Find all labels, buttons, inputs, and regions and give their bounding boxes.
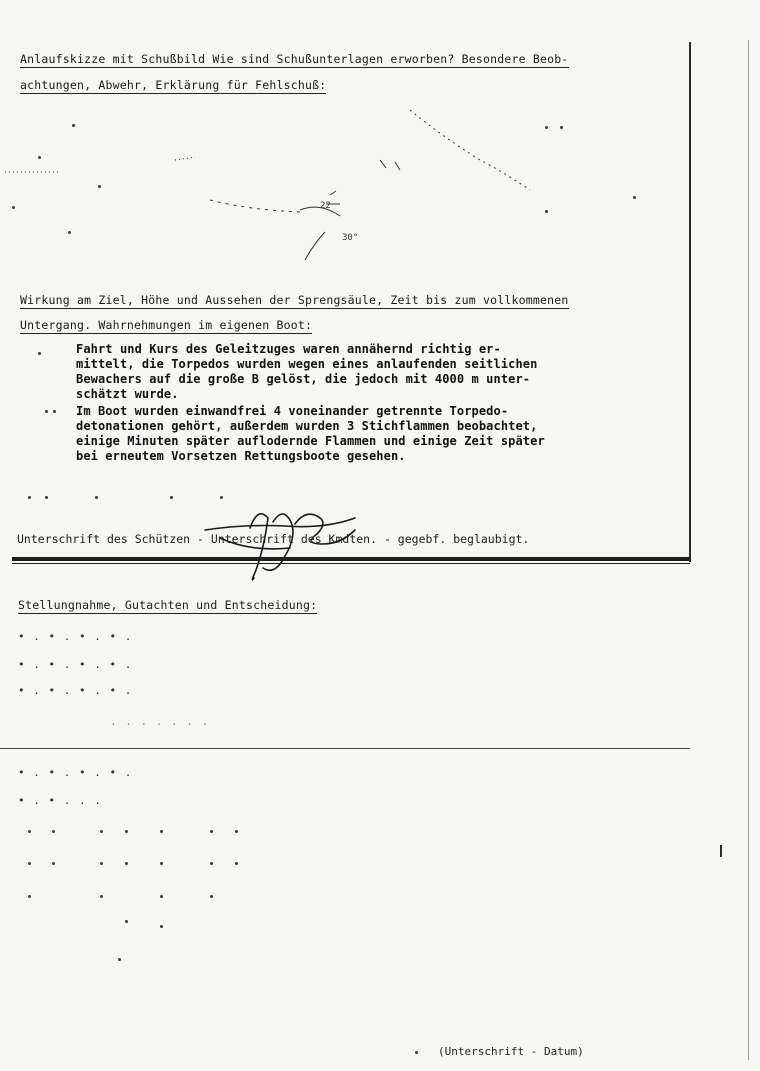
signature-caption: Unterschrift des Schützen - Unterschrift des Kmdten. - gegebf. beglaubigt. [17, 532, 530, 546]
attack-sketch [0, 100, 760, 300]
faint-form-marks: . . . . . . . [110, 715, 210, 728]
paragraph-line: Im Boot wurden einwandfrei 4 voneinander getrennte Torpedo- [76, 404, 509, 418]
paragraph-line: mittelt, die Torpedos wurden wegen eines anlaufenden seitlichen [76, 357, 538, 371]
handwritten-signature [195, 498, 375, 588]
sketch-mark [72, 124, 75, 127]
form-dot [125, 862, 128, 865]
margin-mark [53, 410, 56, 413]
form-dot [100, 895, 103, 898]
paragraph-line: Bewachers auf die große B gelöst, die jedoch mit 4000 m unter- [76, 372, 531, 386]
section-3-heading: Stellungnahme, Gutachten und Entscheidung: [18, 598, 318, 612]
form-dot [100, 830, 103, 833]
section-2-heading-line-1: Wirkung am Ziel, Höhe und Aussehen der Sprengsäule, Zeit bis zum vollkommenen [20, 293, 569, 307]
margin-mark [95, 496, 98, 499]
svg-text:22: 22 [320, 201, 331, 211]
margin-tick [720, 845, 722, 857]
faint-form-marks: • . • . • . • . [18, 630, 133, 643]
paragraph-line: detonationen gehört, außerdem wurden 3 Stichflammen beobachtet, [76, 419, 538, 433]
footer-mark [415, 1051, 418, 1054]
form-dot [160, 862, 163, 865]
margin-mark [45, 496, 48, 499]
form-dot [125, 830, 128, 833]
margin-mark [45, 410, 48, 413]
form-dot [100, 862, 103, 865]
form-dot [28, 895, 31, 898]
sketch-mark [38, 156, 41, 159]
signature-date-caption: (Unterschrift - Datum) [438, 1045, 584, 1058]
form-dot [28, 862, 31, 865]
section-1-heading-line-1: Anlaufskizze mit Schußbild Wie sind Schußunterlagen erworben? Besondere Beob- [20, 52, 569, 66]
form-dot [160, 830, 163, 833]
svg-text:30°: 30° [342, 233, 359, 243]
section-divider-thin [12, 563, 690, 564]
sketch-mark [545, 126, 548, 129]
sketch-mark [633, 196, 636, 199]
form-dot [52, 830, 55, 833]
sketch-mark [545, 210, 548, 213]
form-dot [235, 830, 238, 833]
margin-mark [170, 496, 173, 499]
section-divider-lower [0, 748, 690, 749]
form-dot [125, 920, 128, 923]
paragraph-line: Fahrt und Kurs des Geleitzuges waren annähernd richtig er- [76, 342, 501, 356]
faint-form-marks: • . • . • . • . [18, 766, 133, 779]
section-1-heading-line-2: achtungen, Abwehr, Erklärung für Fehlschuß: [20, 78, 327, 92]
form-dot [28, 830, 31, 833]
form-dot [210, 862, 213, 865]
form-dot [210, 895, 213, 898]
form-dot [210, 830, 213, 833]
form-dot [160, 895, 163, 898]
sketch-mark [560, 126, 563, 129]
section-2-heading-line-2: Untergang. Wahrnehmungen im eigenen Boot: [20, 318, 313, 332]
paragraph-line: einige Minuten später auflodernde Flammen und einige Zeit später [76, 434, 545, 448]
paragraph-line: bei erneutem Vorsetzen Rettungsboote gesehen. [76, 449, 406, 463]
faint-form-marks: • . • . • . • . [18, 684, 133, 697]
form-dot [118, 958, 121, 961]
paragraph-line: schätzt wurde. [76, 387, 179, 401]
form-dot [160, 925, 163, 928]
section-divider-thick [12, 557, 690, 561]
faint-form-marks: • . • . • . • . [18, 658, 133, 671]
form-dot [235, 862, 238, 865]
margin-mark [38, 352, 41, 355]
sketch-mark [68, 231, 71, 234]
margin-mark [28, 496, 31, 499]
faint-form-marks: • . • . . . [18, 794, 102, 807]
sketch-mark [98, 185, 101, 188]
form-dot [52, 862, 55, 865]
sketch-mark [12, 206, 15, 209]
